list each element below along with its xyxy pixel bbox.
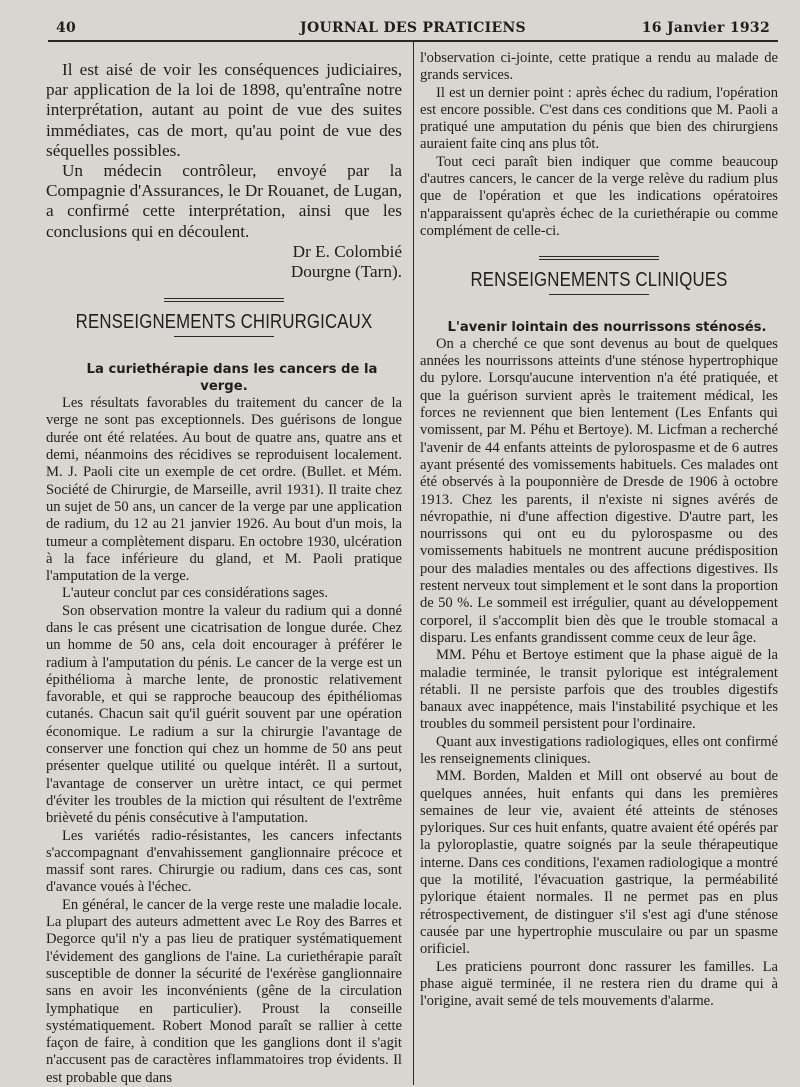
body-paragraph: Tout ceci paraît bien indiquer que comme beaucoup d'autres cancers, le cancer de la verge relève du radium plus que de l'opération et que les indications opératoires n'apparaissent qu'après échec de la curiethérapie ou comme complément de celle-ci. xyxy=(420,153,778,239)
section-title: RENSEIGNEMENTS CLINIQUES xyxy=(470,269,728,292)
signature-name: Dr E. Colombié xyxy=(292,241,402,261)
author-signature xyxy=(46,242,402,282)
section-underline xyxy=(174,336,274,337)
intro-paragraph: Il est aisé de voir les conséquences judiciaires, par application de la loi de 1898, qu'entraîne notre interprétation, autant au point de vue des suites immédiates, cas de mort, qu'au point de vue des séquelles possibles. xyxy=(46,60,402,160)
body-paragraph: Les résultats favorables du traitement du cancer de la verge ne sont pas exceptionnels. Des guérisons de longue durée ont été relatées. Au bout de quatre ans, quatre ans et demi, néanmoins des récidives se reproduisent localement. M. J. Paoli cite un exemple de cet ordre. (Bullet. et Mém. Société de Chirurgie, de Marseille, avril 1931). Il traite chez un sujet de 50 ans, un cancer de la verge par une application de radium, du 12 au 21 janvier 1926. Au bout d'un mois, la tumeur a complètement disparu. En octobre 1930, ulcération à la face inférieure du gland, et M. Paoli pratique l'amputation de la verge. xyxy=(46,395,402,585)
article-title: La curiethérapie dans les cancers de la verge. xyxy=(86,361,378,394)
signature-place: Dourgne (Tarn). xyxy=(290,262,402,282)
double-rule-ornament xyxy=(164,298,284,302)
column-divider xyxy=(413,42,414,1085)
right-column xyxy=(420,50,778,1010)
continued-paragraph: l'observation ci-jointe, cette pratique a rendu au malade de grands services. xyxy=(420,50,778,84)
section-title: RENSEIGNEMENTS CHIRURGICAUX xyxy=(75,311,373,334)
page-number: 40 xyxy=(56,20,77,36)
running-header xyxy=(48,20,778,42)
body-paragraph: Son observation montre la valeur du radium qui a donné dans le cas présent une cicatrisation de longue durée. Chez un homme de 50 ans, cela doit encourager à préférer le radium à l'amputation du pénis. Le cancer de la verge est un épithélioma à marche lente, de pronostic relativement favorable, et qui se rapproche beaucoup des épithéliomas cutanés. Chacun sait qu'il guérit souvent par une opération économique. Le radium a sur la chirurgie l'avantage de conserver une fonction qui chez un homme de 50 ans peut présenter quelque utilité ou quelque intérêt. Il a surtout, l'avantage de conserver un urètre intact, ce qui permet d'éviter les troubles de la miction qui résultent de l'extrême brièveté du pénis consécutive à l'amputation. xyxy=(46,602,402,827)
body-paragraph: En général, le cancer de la verge reste une maladie locale. La plupart des auteurs admettent avec Le Roy des Barres et Degorce qu'il n'y a pas lieu de pratiquer systématiquement l'évidement des ganglions de l'aine. La curiethérapie paraît susceptible de donner la sécurité de l'exérèse ganglionnaire sans en avoir les inconvénients (gêne de la circulation lymphatique en particulier). Proust la conseille systématiquement. Robert Monod paraît se rallier à cette façon de faire, à condition que les ganglions dont il s'agit n'accusent pas de caractères inflammatoires trop évidents. Il est probable que dans xyxy=(46,896,402,1086)
double-rule-ornament xyxy=(539,256,659,260)
body-paragraph: Quant aux investigations radiologiques, elles ont confirmé les renseignements cliniques. xyxy=(420,733,778,767)
body-paragraph: MM. Péhu et Bertoye estiment que la phase aiguë de la maladie terminée, le transit pylorique est intégralement rétabli. Il ne persiste parfois que des troubles digestifs banaux avec inappétence, mais l'instabilité psychique et les troubles du sommeil persistent pour l'ordinaire. xyxy=(420,647,778,733)
body-paragraph: Les praticiens pourront donc rassurer les familles. La phase aiguë terminée, il ne restera rien du drame qui à l'origine, avait semé de tels mouvements d'alarme. xyxy=(420,958,778,1010)
article-title: L'avenir lointain des nourrissons sténosés. xyxy=(447,319,767,335)
body-paragraph: MM. Borden, Malden et Mill ont observé au bout de quelques années, huit enfants qui dans les premières semaines de leur vie, avaient été atteints de sténoses pyloriques. Sur ces huit enfants, quatre avaient été opérés par la pyloroplastie, quatre soignés par la seule thérapeutique interne. Dans ces conditions, l'examen radiologique a montré que la motilité, l'évacuation gastrique, la perméabilité pylorique étaient normales. Il ne permet pas en plus rétrospectivement, de distinguer s'il s'est agi d'une sténose causée par une hypertrophie musculaire ou par un spasme orificiel. xyxy=(420,768,778,958)
issue-date: 16 Janvier 1932 xyxy=(641,20,770,36)
body-paragraph: Les variétés radio-résistantes, les cancers infectants s'accompagnant d'envahissement ganglionnaire précoce et massif sont rares. Chirurgie ou radium, dans ces cas, sont d'avance voués à l'échec. xyxy=(46,827,402,896)
section-underline xyxy=(549,294,649,295)
journal-title: JOURNAL DES PRATICIENS xyxy=(300,20,526,36)
body-paragraph: On a cherché ce que sont devenus au bout de quelques années les nourrissons atteints d'une sténose hypertrophique du pylore. Lorsqu'aucune intervention n'a été pratiquée, et que la guérison survient après le traitement médical, les forces ne reviennent que bien lentement (Les Enfants qui vomissent, par M. Péhu et Bertoye). M. Licfman a recherché l'avenir de 44 enfants atteints de pylorospasme et de 6 autres ayant présenté des vomissements habituels. Ces malades ont été observés à la pouponnière de Dresde de 1906 à octobre 1913. Chez les parents, il n'existe ni signes avérés de névropathie, ni d'une affection digestive. D'autre part, les nourrissons qui ont eu du pylorospasme ou des vomissements habituels ne montrent aucune prédisposition pour des maladies mentales ou des affections digestives. Ils restent nerveux tout simplement et le sont dans la proportion de 50 %. Le sommeil est irrégulier, quant au développement corporel, il s'accomplit bien dès que le trouble stomacal a disparu. Les enfants grandissent comme ceux de leur âge. xyxy=(420,335,778,646)
left-column xyxy=(46,60,402,1087)
intro-paragraph: Un médecin contrôleur, envoyé par la Compagnie d'Assurances, le Dr Rouanet, de Lugan, a confirmé cette interprétation, ainsi que les conclusions qui en découlent. xyxy=(46,161,402,241)
body-paragraph: Il est un dernier point : après échec du radium, l'opération est encore possible. C'est dans ces conditions que M. Paoli a pratiqué une amputation du pénis que bien des chirurgiens auraient faite cinq ans plus tôt. xyxy=(420,84,778,153)
body-paragraph: L'auteur conclut par ces considérations sages. xyxy=(62,585,329,602)
